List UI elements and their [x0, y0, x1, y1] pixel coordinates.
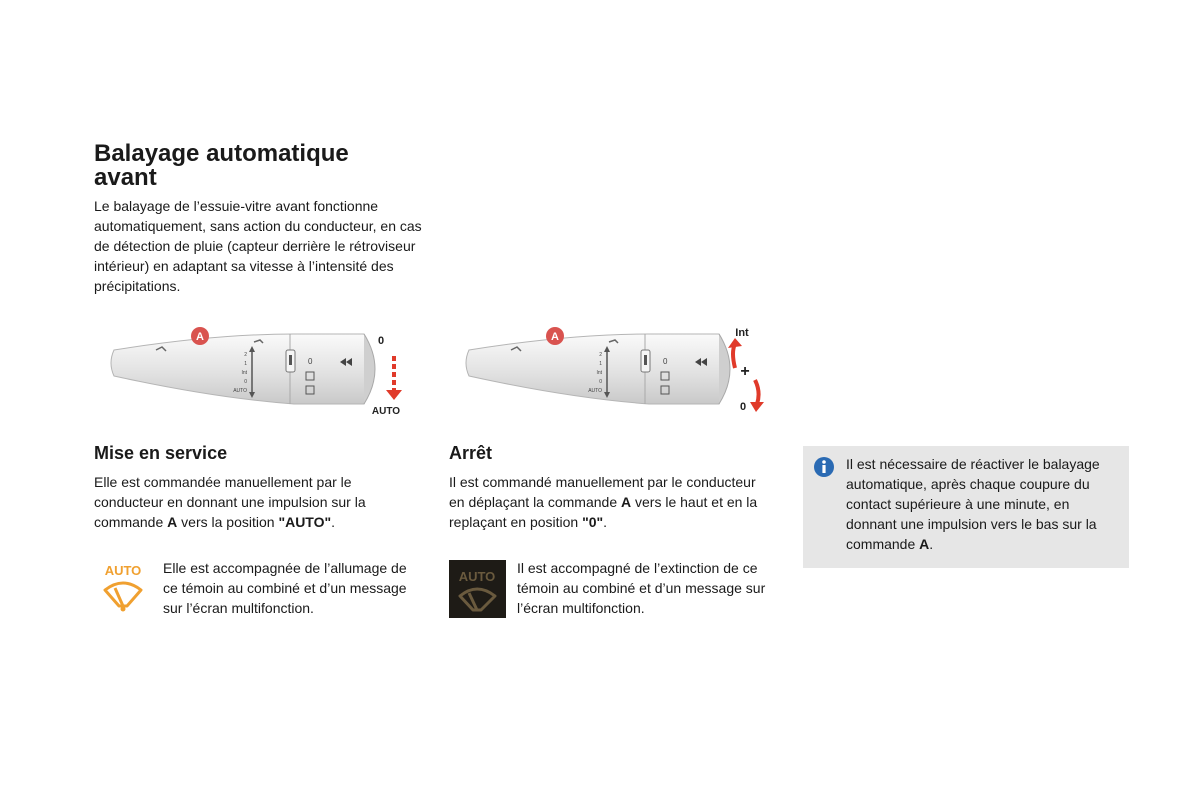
- down-arrow-icon: [755, 380, 759, 404]
- arret-heading: Arrêt: [449, 443, 493, 463]
- info-note-text: Il est nécessaire de réactiver le balayage automatique, après chaque coupure du contact supérieure à une minute, en donnant une impulsion vers le bas sur la commande A.: [846, 456, 1100, 552]
- mise-en-service-text: Elle est commandée manuellement par le conducteur en donnant une impulsion sur la commande A vers la position "AUTO".: [94, 474, 366, 530]
- stalk-illustration-stop: [449, 322, 769, 418]
- scale-label: AUTO: [588, 388, 602, 394]
- page-title: Balayage automatique avant: [94, 140, 349, 191]
- mise-en-service-lamp-text: Elle est accompagnée de l’allumage de ce témoin au combiné et d’un message sur l’écran multifonction.: [163, 560, 407, 616]
- info-icon: [813, 456, 835, 478]
- auto-lamp-on-icon: [94, 556, 152, 618]
- scale-label: 1: [599, 361, 602, 367]
- stalk-illustration-auto: [94, 322, 414, 418]
- lamp-label: AUTO: [104, 563, 142, 578]
- position-bottom-label: AUTO: [371, 406, 401, 417]
- marker-a-label: A: [196, 331, 204, 343]
- scale-label: Int: [596, 370, 602, 376]
- scale-label: Int: [241, 370, 247, 376]
- position-plus-label: +: [740, 363, 750, 380]
- lamp-label: AUTO: [458, 569, 496, 584]
- intro-paragraph: Le balayage de l’essuie-vitre avant fonctionne automatiquement, sans action du conducteur, en cas de détection de pluie (capteur derrière le rétroviseur intérieur) en adaptant sa vitesse à l’intensité des précipitations.: [94, 198, 422, 294]
- up-arrow-icon: [733, 344, 735, 368]
- auto-lamp-off-icon: [449, 560, 506, 618]
- ring-zero-label: 0: [308, 357, 313, 366]
- scale-label: 1: [244, 361, 247, 367]
- mise-en-service-heading: Mise en service: [94, 443, 228, 463]
- arret-text: Il est commandé manuellement par le conducteur en déplaçant la commande A vers le haut et en la replaçant en position "0".: [449, 474, 758, 530]
- wiper-stalk-stop-image: [449, 322, 769, 418]
- marker-a-label: A: [551, 331, 559, 343]
- position-int-label: Int: [735, 327, 749, 339]
- position-zero-label: 0: [739, 401, 747, 413]
- arret-lamp-text: Il est accompagné de l’extinction de ce témoin au combiné et d’un message sur l’écran multifonction.: [517, 560, 766, 616]
- wiper-stalk-auto-image: [94, 322, 414, 418]
- scale-label: 0: [599, 379, 602, 385]
- scale-label: 2: [244, 352, 247, 358]
- scale-label: 0: [244, 379, 247, 385]
- info-note-box: [803, 446, 1129, 568]
- ring-zero-label: 0: [663, 357, 668, 366]
- scale-label: 2: [599, 352, 602, 358]
- scale-label: AUTO: [233, 388, 247, 394]
- position-top-label: 0: [377, 335, 385, 347]
